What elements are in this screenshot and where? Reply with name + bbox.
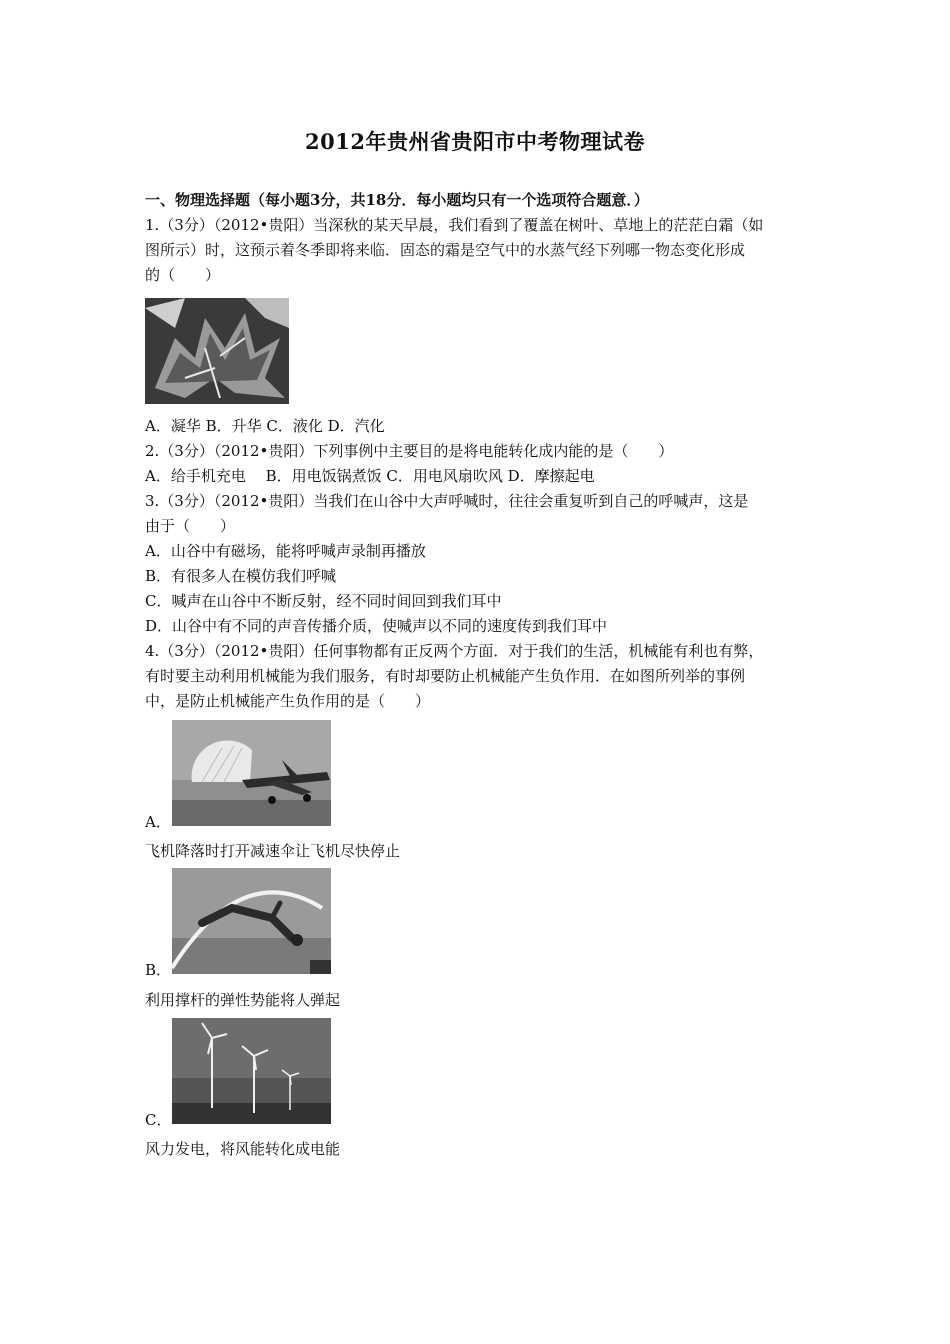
- pole-vault-image: [172, 868, 331, 974]
- q4-option-a-caption: 飞机降落时打开减速伞让飞机尽快停止: [145, 842, 401, 860]
- page-title: 2012年贵州省贵阳市中考物理试卷: [305, 129, 645, 154]
- plane-parachute-image: [172, 720, 331, 826]
- q3-line-2: 由于（ ）: [145, 517, 236, 535]
- q4-option-a-letter: A．: [145, 813, 171, 831]
- q3-option-d: D．山谷中有不同的声音传播介质，使喊声以不同的速度传到我们耳中: [145, 617, 608, 635]
- q3-line-1: 3.（3分）（2012•贵阳）当我们在山谷中大声呼喊时，往往会重复听到自己的呼喊声，这是: [145, 492, 749, 510]
- q2-line-1: 2.（3分）（2012•贵阳）下列事例中主要目的是将电能转化成内能的是（ ）: [145, 442, 674, 460]
- frost-leaf-image: [145, 298, 289, 404]
- q4-option-c-letter: C．: [145, 1111, 172, 1129]
- q1-line-1: 1.（3分）（2012•贵阳）当深秋的某天早晨，我们看到了覆盖在树叶、草地上的茫茫白霜（如: [145, 216, 764, 234]
- q1-options: A．凝华 B．升华 C．液化 D．汽化: [145, 417, 385, 435]
- q4-option-b-letter: B．: [145, 961, 172, 979]
- q2-options: A．给手机充电 B．用电饭锅煮饭 C．用电风扇吹风 D．摩擦起电: [145, 467, 595, 485]
- wind-turbines-image: [172, 1018, 331, 1124]
- q4-line-1: 4.（3分）（2012•贵阳）任何事物都有正反两个方面．对于我们的生活，机械能有利也有弊，: [145, 642, 764, 660]
- q4-option-b-caption: 利用撑杆的弹性势能将人弹起: [145, 991, 341, 1009]
- q1-line-2: 图所示）时，这预示着冬季即将来临．固态的霜是空气中的水蒸气经下列哪一物态变化形成: [145, 241, 746, 259]
- q3-option-b: B．有很多人在模仿我们呼喊: [145, 567, 337, 585]
- section-heading: 一、物理选择题（每小题3分，共18分．每小题均只有一个选项符合题意．）: [145, 191, 649, 209]
- q4-line-3: 中，是防止机械能产生负作用的是（ ）: [145, 692, 431, 710]
- q4-option-c-caption: 风力发电，将风能转化成电能: [145, 1140, 341, 1158]
- q3-option-a: A．山谷中有磁场，能将呼喊声录制再播放: [145, 542, 426, 560]
- q3-option-c: C．喊声在山谷中不断反射，经不同时间回到我们耳中: [145, 592, 502, 610]
- q4-line-2: 有时要主动利用机械能为我们服务，有时却要防止机械能产生负作用．在如图所列举的事例: [145, 667, 746, 685]
- q1-line-3: 的（ ）: [145, 266, 221, 284]
